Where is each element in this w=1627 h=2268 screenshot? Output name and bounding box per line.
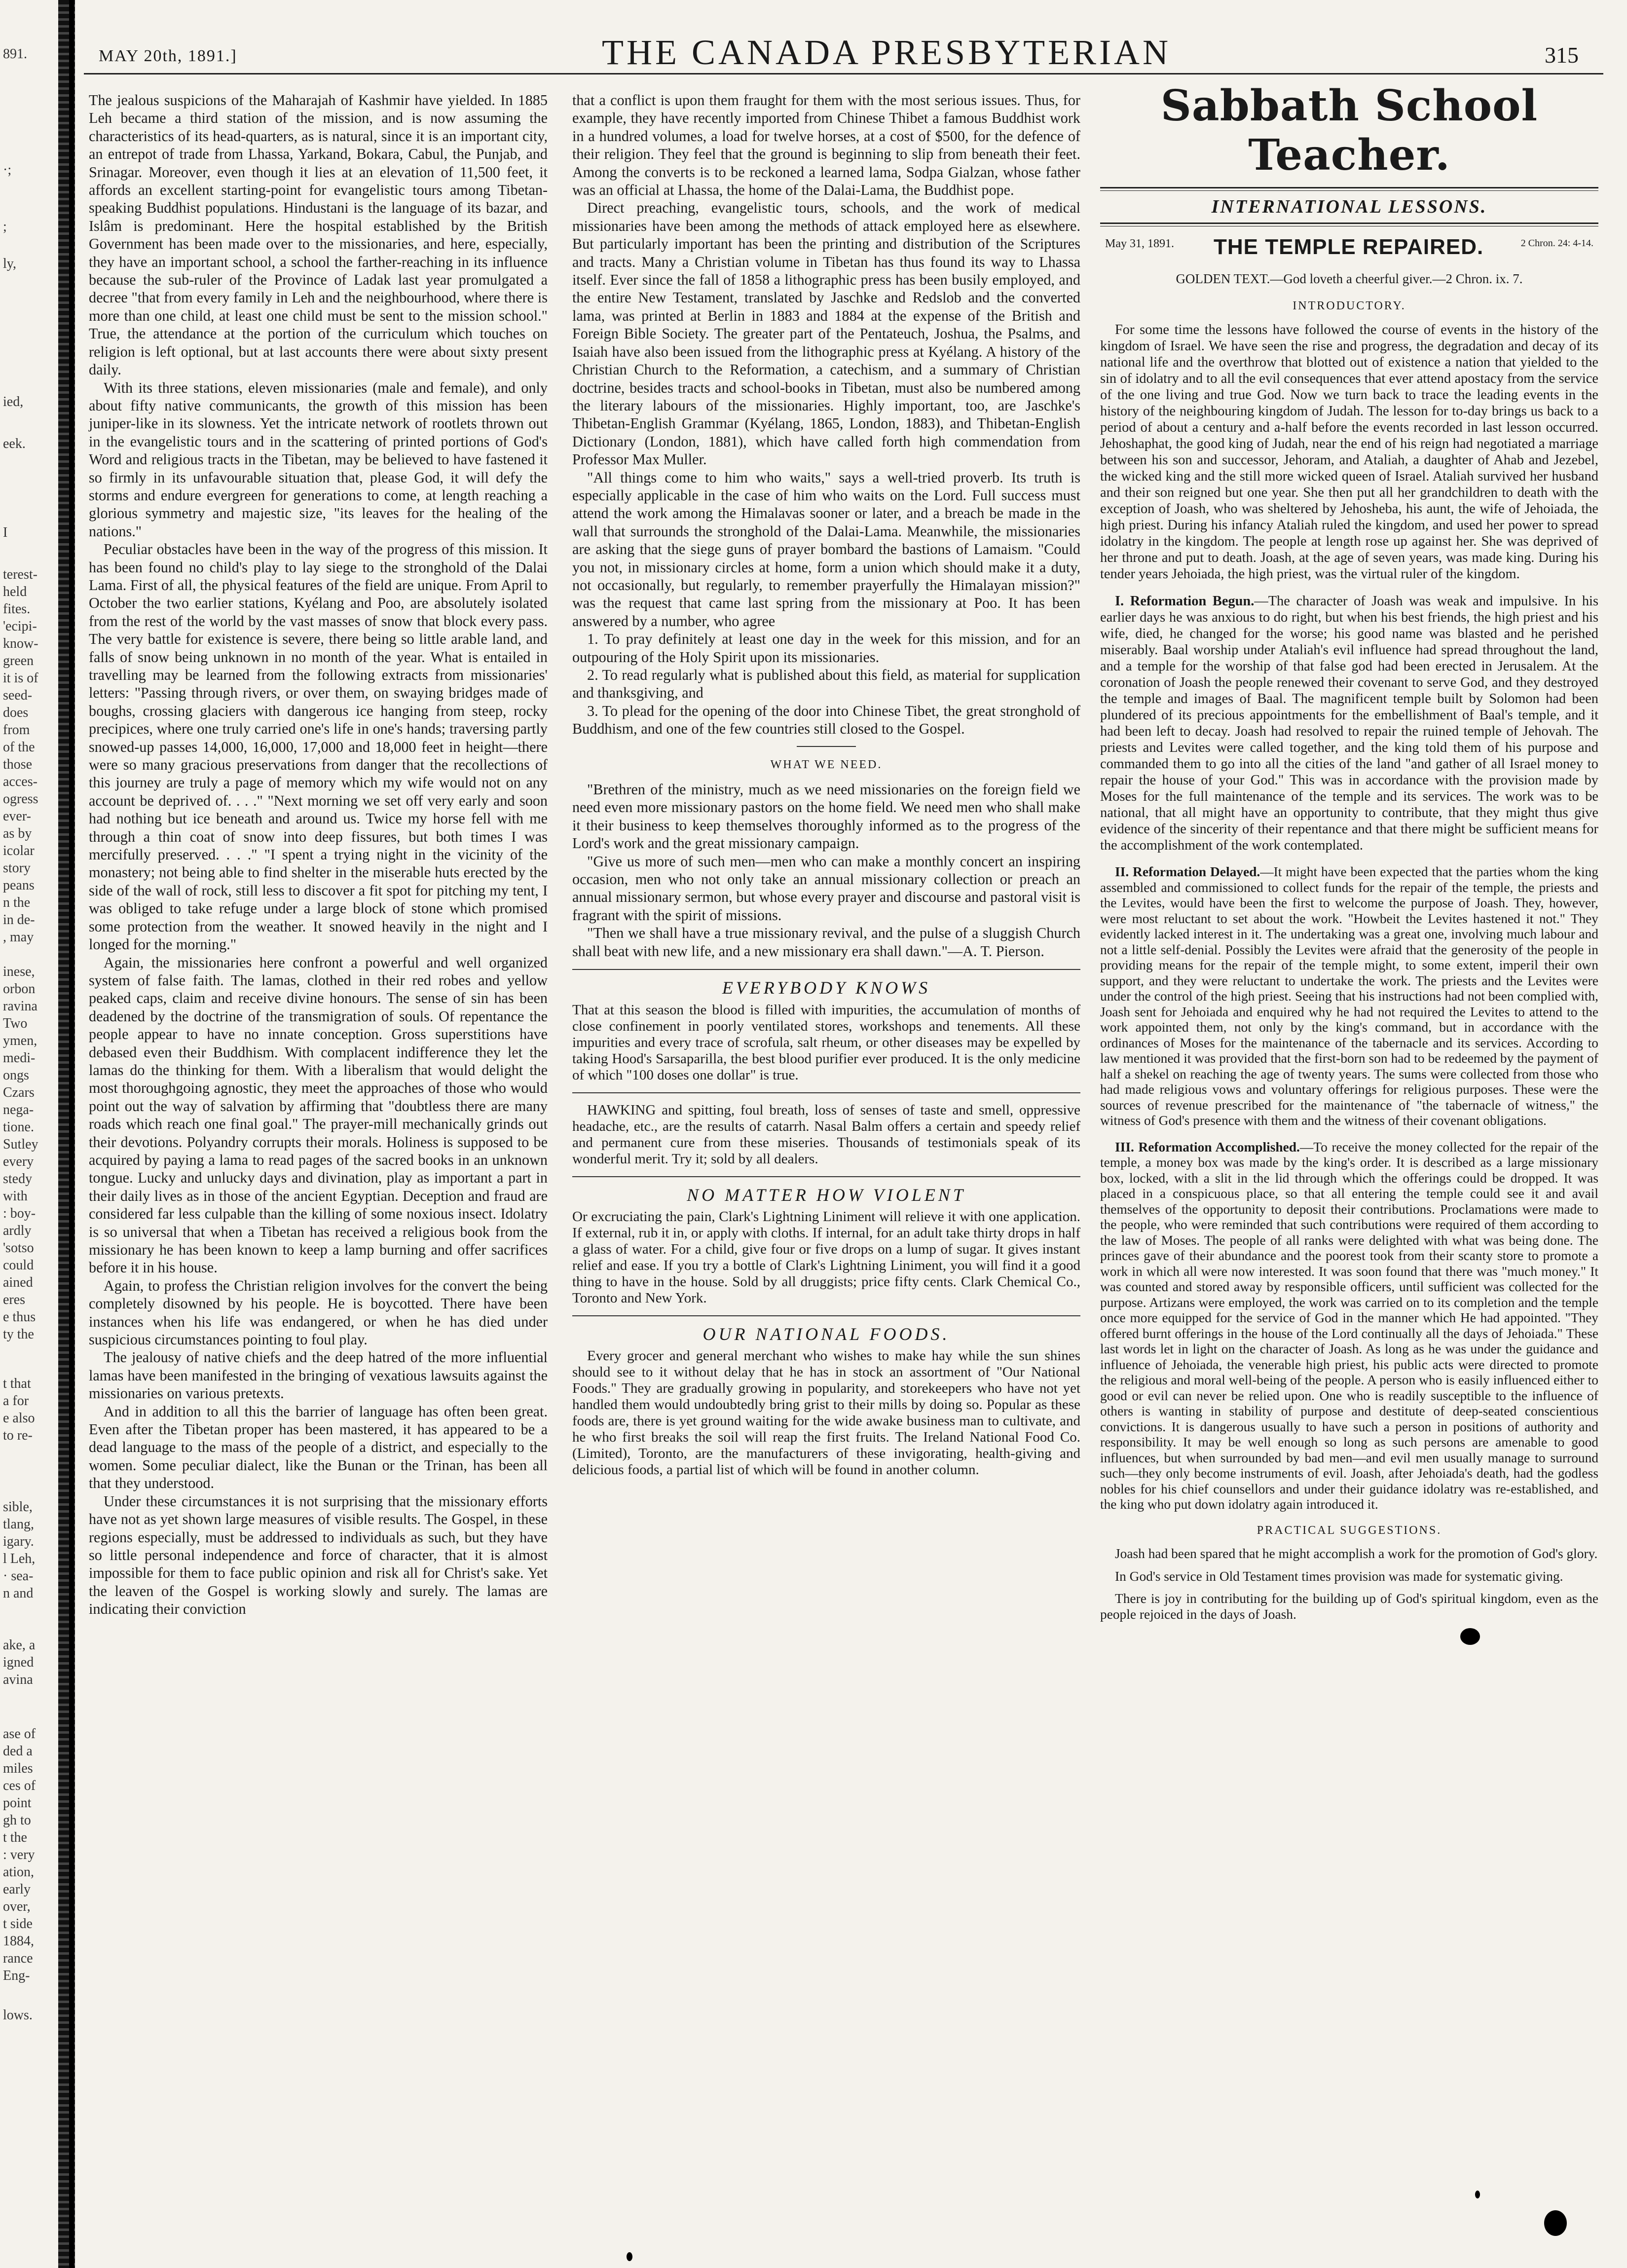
margin-text-fragment: ces of [3,1778,36,1793]
margin-text-fragment: Eng- [3,1968,30,1983]
advert-text: Or excruciating the pain, Clark's Lightning Liniment will relieve it with one application. If external, rub it in, or apply with cloths. If internal, for an adult take thirty drops in half a glass of water. For a child, give four or five drops on a lump of sugar. It gives instant relief and ease. If you try a bottle of Clark's Lightning Liniment, you will find it a good thing to have in the house. Sold by all druggists; price fifty cents. Clark Chemical Co., Toronto and New York. [572,1208,1080,1306]
margin-text-fragment: a for [3,1393,29,1409]
margin-text-fragment: tione. [3,1119,34,1135]
margin-text-fragment: ever- [3,809,31,824]
header-rule [84,73,1603,74]
margin-text-fragment: nega- [3,1102,34,1117]
margin-text-fragment: t that [3,1376,31,1391]
paragraph: With its three stations, eleven missionaries (male and female), and only about fifty native communicants, the growth of this mission has been juniper-like in its slowness. Yet the intricate network of rootlets thrown out in the evangelistic tours and in the scattering of printed portions of God's Word and religious tracts in the Tibetan, may be believed to have fastened it so firmly in its unfavourable situation that, please God, it will defy the storms and endure evergreen for generations to come, at length reaching a glorious symmetry and majestic size, "its leaves for the healing of the nations." [89,379,548,540]
page-header [79,27,1608,72]
paragraph: Peculiar obstacles have been in the way of the progress of this mission. It has been found no child's play to lay siege to the stronghold of the Dalai Lama. First of all, the physical features of the field are unique. From April to October the two earlier stations, Kyélang and Poo, are absolutely isolated from the rest of the world by the vast masses of snow that block every pass. The very battle for existence is severe, there being so little arable land, and falls of snow being unknown in no month of the year. What is entailed in travelling may be learned from the following extracts from missionaries' letters: "Passing through rivers, or over them, on swaying bridges made of boughs, crossing glaciers with dangerous ice hanging from steep, rocky precipices, where one truly carried one's life in one's hands; traversing partly snowed-up passes 14,000, 16,000, 17,000 and 18,000 feet in height—there were so many gracious preservations from danger that the recollections of this journey are truly a page of memory which my wife would not on any account be deprived of. . . ." "Next morning we set off very early and soon had nothing but ice beneath and around us. Twice my horse fell with me through a thin coat of snow into deep fissures, but both times I was mercifully preserved. . . ." "I spent a trying night in the vicinity of the monastery; not being able to find shelter in the miserable huts erected by the side of the wall of rock, still less to discover a fit spot for pitching my tent, I was obliged to take refuge under a large block of stone which promised some protection from the weather. It snowed heavily in the night and I longed for the morning." [89,541,548,953]
lesson-section-2 [1100,864,1598,1129]
suggestion: In God's service in Old Testament times provision was made for systematic giving. [1115,1568,1563,1584]
margin-text-fragment: ase of [3,1726,36,1742]
advert-divider [572,1315,1080,1316]
margin-text-fragment: eek. [3,436,26,451]
advert-text: Every grocer and general merchant who wishes to make hay while the sun shines should see to it without delay that he has in stock an assortment of "Our National Foods." They are gradually growing in popularity, and storekeepers who have not yet handled them would undoubtedly bring grist to their mills by doing so. Popular as these foods are, there is yet ground waiting for the wide awake business man to cultivate, and he who first breaks the soil will reap the first fruits. The Ireland National Food Co. (Limited), Toronto, are the manufacturers of these invigorating, health-giving and delicious foods, a partial list of which will be found in another column. [572,1348,1080,1478]
margin-text-fragment: medi- [3,1050,36,1066]
margin-text-fragment: every [3,1154,34,1169]
advert-heading: EVERYBODY KNOWS [722,978,931,998]
margin-text-fragment: story [3,860,31,876]
margin-text-fragment: e also [3,1411,35,1426]
section-heading-introductory: INTRODUCTORY. [1293,299,1406,312]
margin-text-fragment: point [3,1795,32,1811]
issue-date: MAY 20th, 1891.] [99,47,237,65]
margin-text-fragment: inese, [3,964,35,979]
masthead-title: THE CANADA PRESBYTERIAN [602,33,1172,72]
margin-text-fragment: ded a [3,1744,33,1759]
margin-text-fragment: ained [3,1275,33,1290]
column-2 [572,91,1080,1478]
margin-text-fragment: I [3,525,8,540]
margin-text-fragment: those [3,757,33,772]
advert-heading: NO MATTER HOW VIOLENT [687,1185,966,1205]
paragraph: The jealous suspicions of the Maharajah of Kashmir have yielded. In 1885 Leh became a third station of the mission, and is now assuming the characteristics of its head-quarters, as is natural, since it is an important city, an entrepot of trade from Lhassa, Yarkand, Bokara, Cabul, the Punjab, and Srinagar. Moreover, even though it lies at an elevation of 11,500 feet, it affords an excellent starting-point for evangelistic tours among Tibetan-speaking Buddhist populations. Hindustani is the language of its bazar, and Islâm is predominant. Here the hospital established by the British Government has been made over to the missionaries, and here, especially, they have an important school, a school the farther-reaching in its influence because the sub-ruler of the Province of Ladak last year promulgated a decree "that from every family in Leh and the neighbourhood, where there is more than one child, at least one child must be sent to the mission school." True, the attendance at the portion of the curriculum which touches on religion is left optional, but at last accounts there were about sixty present daily. [89,92,548,378]
ink-blot [627,2252,632,2261]
margin-text-fragment: ly, [3,256,16,271]
advert-clarks-liniment [572,1186,1080,1306]
section-divider [797,746,856,747]
margin-text-fragment: ation, [3,1864,34,1880]
margin-text-fragment: Sutley [3,1137,38,1152]
margin-text-fragment: to re- [3,1428,33,1443]
margin-text-fragment: n the [3,895,31,910]
paragraph: Direct preaching, evangelistic tours, schools, and the work of medical missionaries have been among the methods of attack employed here as elsewhere. But particularly important has been the printing and distribution of the Scriptures and tracts. Many a Christian volume in Tibetan has thus found its way to Lhassa itself. Ever since the fall of 1858 a lithographic press has been busily employed, and the entire New Testament, translated by Jaschke and Redslob and the converted lama, was printed at Berlin in 1883 and 1884 at the expense of the British and Foreign Bible Society. The greater part of the Pentateuch, Joshua, the Psalms, and Isaiah have also been issued from the lithographic press at Kyélang. A history of the Christian Church to the Reformation, a catechism, and a summary of Christian doctrine, besides tracts and school-books in Tibetan, must also be numbered among the literary labours of the missionaries. Highly important, too, are Jaschke's Thibetan-English Grammar (Kyélang, 1865, London, 1883), and Thibetan-English Dictionary (London, 1881), which have called forth high commendation from Professor Max Muller. [572,199,1080,468]
margin-text-fragment: ogress [3,791,38,807]
suggestion: Joash had been spared that he might accomplish a work for the promotion of God's glory. [1115,1546,1598,1562]
margin-text-fragment: avina [3,1672,33,1687]
advert-heading: OUR NATIONAL FOODS. [703,1324,950,1344]
international-lessons-subtitle: INTERNATIONAL LESSONS. [1211,196,1487,217]
advert-text: That at this season the blood is filled with impurities, the accumulation of months of close confinement in poorly ventilated stores, workshops and tenements. All these impurities and every trace of scrofula, salt rheum, or other diseases may be expelled by taking Hood's Sarsaparilla, the best blood purifier ever produced. It is the only medicine of which "100 doses one dollar" is true. [572,1002,1080,1083]
paragraph: Again, to profess the Christian religion involves for the convert the being completely disowned by his people. He is boycotted. There have been instances when his life was endangered, or when he has died under suspicious circumstances pointing to foul play. [89,1277,548,1348]
paragraph: Under these circumstances it is not surprising that the missionary efforts have not as yet shown large measures of visible results. The Gospel, in these regions especially, must be addressed to individuals as such, but they have so little personal independence and force of character, that it is almost impossible for them to face public opinion and risk all for Christ's sake. Yet the leaven of the Gospel is working slowly and surely. The lamas are indicating their conviction [89,1492,548,1618]
margin-text-fragment: Czars [3,1085,35,1100]
advert-hoods-sarsaparilla [572,979,1080,1083]
lesson-title: THE TEMPLE REPAIRED. [1214,235,1484,260]
numbered-item: 2. To read regularly what is published about this field, as material for supplication and thanksgiving, and [572,667,1080,702]
margin-text-fragment: ied, [3,394,24,409]
margin-text-fragment: : very [3,1847,35,1862]
margin-text-fragment: stedy [3,1171,33,1187]
paragraph: The jealousy of native chiefs and the deep hatred of the more influential lamas have been manifested in the bringing of vexatious lawsuits against the missionaries on various pretexts. [89,1349,548,1402]
margin-text-fragment: acces- [3,774,37,789]
ink-blot [1475,2191,1480,2198]
section-label: II. Reformation Delayed. [1115,864,1260,880]
margin-text-fragment: miles [3,1761,33,1776]
margin-text-fragment: over, [3,1899,31,1914]
margin-text-fragment: t side [3,1916,33,1932]
margin-text-fragment: eres [3,1292,26,1307]
margin-text-fragment: ake, a [3,1637,36,1653]
paragraph: For some time the lessons have followed the course of events in the history of the kingdom of Israel. We have seen the rise and progress, the degradation and decay of its national life and the overthrow that blotted out of existence a nation that yielded to the sin of idolatry and to all the evil consequences that ever attend apostacy from the service of the one living and true God. Now we turn back to trace the leading events in the history of the neighbouring kingdom of Judah. The lesson for to-day brings us back to a period of about a century and a-half before the events recorded in last lesson occurred. Jehoshaphat, the good king of Judah, near the end of his reign had negotiated a marriage between his son and successor, Jehoram, and Ataliah, a daughter of Ahab and Jezebel, the wicked king and the still more wicked queen of Israel. Ataliah survived her husband and their son reigned but one year. She then put all her grandchildren to death with the exception of Joash, who was sheltered by Jehosheba, his aunt, the wife of Jehoiada, the high priest. During his infancy Ataliah ruled the kingdom, and used her power to spread idolatry in the kingdom. The people at length rose up against her. She was deprived of her throne and put to death. Joash, at the age of seven years, was made king. During his tender years Jehoiada, the high priest, was the virtual ruler of the kingdom. [1100,322,1598,582]
margin-text-fragment: igary. [3,1534,34,1549]
advert-divider [572,1176,1080,1177]
suggestion: There is joy in contributing for the building up of God's spiritual kingdom, even as the people rejoiced in the days of Joash. [1100,1591,1598,1622]
margin-text-fragment: ardly [3,1223,32,1238]
section-heading-what-we-need: WHAT WE NEED. [770,758,883,771]
margin-text-fragment: terest- [3,567,37,582]
margin-text-fragment: with [3,1189,28,1204]
margin-text-fragment: lows. [3,2008,33,2023]
margin-text-fragment: could [3,1258,34,1273]
margin-text-fragment: tlang, [3,1517,34,1532]
section-text: —The character of Joash was weak and impulsive. In his earlier days he was anxious to do right, but when his best friends, the high priest and his wife, died, he changed for the worse; his good name was blasted and he perished miserably. Baal worship under Ataliah's evil influence had spread throughout the land, and a temple for the worship of that false god had been erected in Jerusalem. At the coronation of Joash the people renewed their covenant to serve God, and they destroyed the temple and images of Baal. The magnificent temple built by Solomon had been plundered of its precious appointments for the embellishment of Baal's temple, and it had been left to decay. Joash had resolved to repair the ruined temple of Jehovah. The priests and Levites were called together, and the king told them of his purpose and commanded them to go into all the cities of the land "and gather of all Israel money to repair the house of your God." This was in accordance with the provision made by Moses for the full maintenance of the temple and its services. The work was to be national, that all might have an opportunity to contribute, that they might thus give evidence of the sincerity of their repentance and that there might be sufficient means for the accomplishment of the work contemplated. [1100,594,1598,854]
section-text: —To receive the money collected for the repair of the temple, a money box was made by the king's order. It is described as a large missionary box, locked, with a slit in the lid through which the offerings could be dropped. It was placed in a conspicuous place, so that all entering the temple could see it and avail themselves of the opportunity to deposit their contributions. Proclamations were made to the people, who were reminded that such contributions were required of them according to the law of Moses. The people of all ranks were delighted with what was being done. The princes gave of their abundance and the poorest took from their scanty store to promote a work in which all were now interested. It was soon found that there was "much money." It was counted and stored away by responsible officers, until sufficient was collected for the purpose. Artizans were employed, the work was carried on to its completion and the temple once more equipped for the service of God in the manner which He had appointed. "They offered burnt offerings in the house of the Lord continually all the days of Jehoiada." These last words let in light on the character of Joash. As long as he was under the guidance and influence of Jehoiada, the venerable high priest, his public acts were directed to promote the religious and moral well-being of the people. A person who is easily influenced either to good or evil can never be relied upon. One who is readily susceptible to the influence of others is wanting in stability of purpose and destitute of deep-seated conscientious convictions. It is dangerous usually to have such a person in positions of authority and responsibility. It may be well enough so long as such persons are amenable to good influences, but when surrounded by bad men—and evil men usually manage to surround such—they only become instruments of evil. Joash, after Jehoiada's death, had the godless nobles for his chief counsellors and under their guidance idolatry was re-established, and the king who put down idolatry again introduced it. [1100,1139,1598,1512]
margin-text-fragment: held [3,584,27,599]
paragraph: And in addition to all this the barrier of language has often been great. Even after the Tibetan proper has been mastered, it has appeared to be a dead language to the mass of the people of a district, and especially to the women. Some peculiar dialect, like the Bunan or the Trinan, has been all that they understood. [89,1403,548,1492]
margin-text-fragment: ongs [3,1068,29,1083]
section-heading-practical: PRACTICAL SUGGESTIONS. [1257,1524,1442,1537]
margin-text-fragment: orbon [3,981,36,997]
margin-text-fragment: : boy- [3,1206,36,1221]
lesson-header [1100,233,1598,268]
section-text: —It might have been expected that the parties whom the king assembled and commissioned to collect funds for the repair of the temple, the priests and the Levites, would have been the first to welcome the purpose of Joash. They, however, were most reluctant to set about the work. "Howbeit the Levites hastened it not." They evidently lacked interest in it. The undertaking was a great one, involving much labour and not a little self-denial. Possibly the Levites were afraid that the generosity of the people in providing means for the repair of the temple might, to some extent, imperil their own support, and they were reluctant to undertake the work. The priests and the Levites were under the control of the high priest. Seeing that his instructions had not been complied with, Joash sent for Jehoiada and enquired why he had not required the Levites to attend to the work appointed them, not only by the king's command, but in accordance with the ordinances of Moses for the maintenance of the tabernacle and its services. According to law mentioned it was provided that the first-born son had to be redeemed by the payment of half a shekel on reaching the age of twenty years. The sums were collected from those who had made religious vows and voluntary offerings for religious purposes. These were the sources of revenue prescribed for the maintenance of "the tabernacle of witness," the witness of God's presence with them and the witness of their covenant obligations. [1100,864,1598,1128]
margin-text-fragment: ·; [3,162,12,178]
advert-nasal-balm [572,1102,1080,1167]
subtitle-rule [1100,223,1598,226]
margin-text-fragment: in de- [3,912,35,928]
advert-divider [572,1092,1080,1093]
margin-text-fragment: Two [3,1016,28,1031]
margin-text-fragment: of the [3,740,35,755]
lesson-date: May 31, 1891. [1105,237,1174,251]
margin-text-fragment: early [3,1882,31,1897]
margin-text-fragment: t the [3,1830,27,1845]
paragraph: "All things come to him who waits," says a well-tried proverb. Its truth is especially applicable in the case of him who waits on the Lord. Full success must attend the work among the Himalavas sooner or later, and a breach be made in the wall that surrounds the stronghold of the Dalai-Lama. Meanwhile, the missionaries are asking that the siege guns of prayer bombard the bastions of Lamaism. "Could you not, in missionary circles at home, form a union which should make it a duty, not occasionally, but regularly, to remember prayerfully the Himalayan mission?" was the request that came last spring from the missionary at Poo. It has been answered by a number, who agree [572,469,1080,630]
margin-text-fragment: l Leh, [3,1551,36,1566]
margin-text-fragment: igned [3,1655,34,1670]
margin-text-fragment: ymen, [3,1033,37,1048]
column-1 [89,91,548,1618]
margin-text-fragment: as by [3,826,32,841]
margin-text-fragment: 'sotso [3,1240,34,1256]
paragraph: "Brethren of the ministry, much as we need missionaries on the foreign field we need even more missionary pastors on the home field. We need men who shall make it their business to keep themselves thoroughly informed as to the progress of the Lord's work and the great missionary campaign. [572,781,1080,852]
title-rule [1100,187,1598,191]
margin-text-fragment: 1884, [3,1933,34,1949]
section-label: III. Reformation Accomplished. [1115,1139,1300,1154]
numbered-item: 1. To pray definitely at least one day in the week for this mission, and for an outpouring of the Holy Spirit upon its missionaries. [572,631,1080,666]
advert-text: HAWKING and spitting, foul breath, loss of senses of taste and smell, oppressive headache, etc., are the results of catarrh. Nasal Balm offers a certain and speedy relief and permanent cure from these miseries. Thousands of testimonials speak of its wonderful merit. Try it; sold by all dealers. [572,1102,1080,1167]
lesson-section-3 [1100,1140,1598,1513]
margin-text-fragment: n and [3,1586,34,1601]
margin-text-fragment: · sea- [3,1568,34,1584]
margin-text-fragment: e thus [3,1309,36,1325]
ink-blot [1544,2210,1567,2236]
margin-text-fragment: ravina [3,999,37,1014]
margin-text-fragment: does [3,705,29,720]
margin-text-fragment: seed- [3,688,33,703]
margin-text-fragment: ty the [3,1327,34,1342]
lesson-reference: 2 Chron. 24: 4-14. [1520,238,1593,249]
margin-text-fragment: green [3,653,34,669]
paragraph: Again, the missionaries here confront a powerful and well organized system of false faith. The lamas, clothed in their red robes and yellow peaked caps, claim and receive divine honours. The sense of sin has been deadened by the doctrine of the transmigration of souls. Of repentance the people appear to have no innate conception. Gross superstitions have debased even their Buddhism. With complacent indifference they let the lamas do the thinking for them. With a liberalism that would delight the most thoroughgoing agnostic, they meet the approaches of those who would point out the way of salvation by affirming that "doubtless there are many roads which reach one final goal." The prayer-mill mechanically grinds out their devotions. Polyandry corrupts their morals. Holiness is supposed to be acquired by paying a lama to read pages of the sacred books in an unknown tongue. Lucky and unlucky days and divination, play as important a part in their daily lives as in those of the ancient Egyptian. Deception and fraud are considered far less culpable than the killing of some noxious insect. Idolatry is so universal that when a Tibetan has received a religious book from the missionary he has been known to keep a lamp burning and offer sacrifices before it in his house. [89,954,548,1276]
paragraph: "Then we shall have a true missionary revival, and the pulse of a sluggish Church shall beat with new life, and a new missionary era shall dawn."—A. T. Pierson. [572,925,1080,960]
margin-text-fragment: rance [3,1951,33,1966]
margin-text-fragment: gh to [3,1813,31,1828]
margin-text-fragment: from [3,722,30,738]
golden-text: GOLDEN TEXT.—God loveth a cheerful giver.—2 Chron. ix. 7. [1176,271,1523,287]
ink-blot [1460,1628,1480,1645]
paragraph: that a conflict is upon them fraught for them with the most serious issues. Thus, for example, they have recently imported from Chinese Thibet a famous Buddhist work in a hundred volumes, a load for twelve horses, at a cost of $500, for the defence of their religion. They feel that the ground is beginning to slip from beneath their feet. Among the converts is to be reckoned a learned lama, Sodpa Gialzan, whose father was an official at Lhassa, the home of the Dalai-Lama, the Buddhist pope. [572,92,1080,199]
lesson-section-1 [1100,593,1598,854]
margin-text-fragment: icolar [3,843,35,858]
margin-text-fragment: fites. [3,601,31,617]
binding-shadow [69,0,74,2268]
margin-text-fragment: ; [3,219,7,234]
advert-national-foods [572,1325,1080,1478]
advert-divider [572,969,1080,970]
margin-text-fragment: peans [3,878,35,893]
margin-text-fragment: , may [3,930,34,945]
margin-text-fragment: know- [3,636,38,651]
margin-text-fragment: it is of [3,670,38,686]
sabbath-school-title: Sabbath School Teacher. [1160,81,1538,180]
margin-text-fragment: 'ecipi- [3,619,37,634]
section-label: I. Reformation Begun. [1115,594,1255,609]
column-3 [1100,81,1598,1622]
margin-text-fragment: 891. [3,46,27,62]
margin-text-fragment: sible, [3,1499,33,1515]
numbered-item: 3. To plead for the opening of the door into Chinese Tibet, the great stronghold of Buddhism, and one of the few countries still closed to the Gospel. [572,702,1080,738]
paragraph: "Give us more of such men—men who can make a monthly concert an inspiring occasion, men who not only take an annual missionary collection or preach an annual missionary sermon, but whose every prayer and discourse and pastoral visit is fragrant with the spirit of missions. [572,853,1080,924]
page-number: 315 [1545,42,1579,68]
